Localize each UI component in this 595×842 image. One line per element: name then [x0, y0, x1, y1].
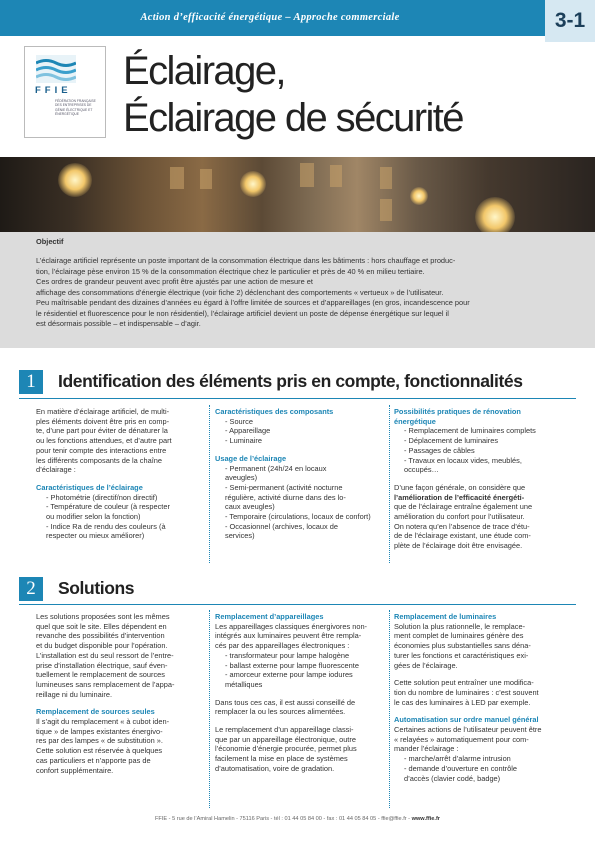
- list-item: - amorceur externe pour lampe iodures: [225, 670, 353, 680]
- list-item: - Semi-permanent (activité nocturne: [225, 482, 343, 492]
- text-line: l’économie d’énergie procurée, permet plus: [215, 744, 357, 754]
- text-line: et du budget disponible pour l’opération.: [36, 641, 168, 651]
- text-line: ples éléments doivent être pris en comp-: [36, 416, 170, 426]
- text-line: d’automatisation, voire de gradation.: [215, 763, 335, 773]
- text-line: facilement la mise en place de systèmes: [215, 754, 348, 764]
- list-item: métalliques: [225, 679, 263, 689]
- section-1-column-1: [36, 407, 200, 541]
- text-line: de de l’éclairage existant, une étude com-: [394, 531, 531, 541]
- section-1-column-2: [215, 407, 381, 541]
- hero-photo: [0, 157, 595, 232]
- subheading: Usage de l’éclairage: [215, 453, 287, 463]
- text-line: quel que soit le site. Elles dépendent en: [36, 621, 167, 631]
- objective-line: Ces ordres de grandeur peuvent avec profit être ajustés par une action de mesure et: [36, 277, 313, 286]
- list-item: - demande d’ouverture en contrôle: [404, 763, 517, 773]
- text-line: d’éclairage :: [36, 465, 76, 475]
- text-line: tion du nombre de luminaires : c’est souvent: [394, 687, 539, 697]
- text-line: te, d’une part pour éviter de dénaturer la: [36, 426, 168, 436]
- column-divider: [389, 405, 391, 563]
- list-item: - Déplacement de luminaires: [404, 436, 499, 446]
- text-line: les différents composants de la chaîne: [36, 455, 162, 465]
- header-bar-text: Action d’efficacité énergétique – Approche commerciale: [140, 12, 400, 23]
- section-1-rule: [19, 398, 576, 399]
- text-line: plète de l’éclairage doit être envisagée.: [394, 541, 523, 551]
- list-item: - marche/arrêt d’alarme intrusion: [404, 754, 511, 764]
- list-item: occupés…: [404, 465, 439, 475]
- list-item: ou modifier selon la fonction): [46, 512, 141, 522]
- text-line: ment complet de luminaires génère des: [394, 631, 524, 641]
- subheading: Possibilités pratiques de rénovation: [394, 407, 521, 416]
- text-line: D’une façon générale, on considère que: [394, 482, 526, 492]
- page-footer: [0, 816, 595, 822]
- objective-line: le résidentiel et fluorescence pour le non résidentiel), l’éclairage artificiel devient un poste de dépense énergétique sur lequel il: [36, 308, 449, 318]
- text-line: Cette solution peut entraîner une modifica-: [394, 678, 534, 688]
- text-line: turer les fonctions et caractéristiques exi-: [394, 650, 529, 660]
- objective-heading: Objectif: [36, 237, 64, 246]
- subheading: énergétique: [394, 416, 436, 426]
- list-item: d’accès (clavier codé, badge): [404, 773, 501, 783]
- subheading: Remplacement d’appareillages: [215, 612, 324, 621]
- section-2-title: Solutions: [58, 578, 135, 598]
- text-line: économies plus substantielles sans déna-: [394, 641, 531, 651]
- text-line: Solution la plus rationnelle, le remplace-: [394, 621, 526, 631]
- text-line: Il s’agit du remplacement « à cubot iden-: [36, 717, 170, 727]
- header-bar: [0, 0, 595, 36]
- text-line: cas particuliers et n’apporte pas de: [36, 755, 151, 765]
- footer-website-link[interactable]: www.ffie.fr: [411, 816, 440, 822]
- text-line: lumineuses sans remplacement de l’appa-: [36, 679, 175, 689]
- list-item: - Permanent (24h/24 en locaux: [225, 463, 327, 473]
- column-divider: [389, 610, 391, 808]
- list-item: - Occasionnel (archives, locaux de: [225, 521, 338, 531]
- text-line: gées de l’éclairage.: [394, 660, 458, 670]
- section-2-number: 2: [19, 577, 43, 601]
- page-title: [123, 48, 463, 142]
- text-line: ou les fonctions attendues, et d’autre part: [36, 436, 172, 446]
- list-item: - Remplacement de luminaires complets: [404, 426, 536, 436]
- text-line: prise d’installation électrique, sauf éven-: [36, 660, 168, 670]
- logo-subtitle: FÉDÉRATION FRANÇAISE DES ENTREPRISES DE GÉNIE ÉLECTRIQUE ET ÉNERGÉTIQUE: [55, 99, 96, 117]
- text-line: tuellement le remplacement de sources: [36, 670, 165, 680]
- list-item: respecter ou mieux améliorer): [46, 531, 145, 541]
- text-line: que par un appareillage électronique, outre: [215, 734, 356, 744]
- list-item: - ballast externe pour lampe fluorescente: [225, 660, 359, 670]
- sheet-number-badge: 3-1: [545, 0, 595, 42]
- objective-line: Peu maîtrisable pendant des dizaines d’années eu égard à l’offre limitée de sources et d’appareillages (en gros, incandescence pour: [36, 298, 470, 307]
- title-line-2: Éclairage de sécurité: [123, 96, 463, 140]
- subheading: Remplacement de luminaires: [394, 612, 497, 621]
- text-line: intégrés aux luminaires peuvent être rempla-: [215, 631, 362, 641]
- ffie-logo: [24, 46, 106, 138]
- text-line: mander l’éclairage :: [394, 744, 459, 754]
- text-line: le cas des luminaires à LED par exemple.: [394, 697, 531, 707]
- logo-waves-icon: [36, 55, 76, 83]
- subheading: Remplacement de sources seules: [36, 707, 155, 717]
- text-line: l’amélioration de l’efficacité énergéti-: [394, 492, 525, 502]
- text-line: Cette solution est réservée à quelques: [36, 746, 163, 756]
- logo-name: FFIE: [35, 85, 72, 96]
- column-divider: [209, 610, 211, 808]
- text-line: res par des lampes « de substitution ».: [36, 736, 163, 746]
- text-line: amélioration du confort pour l’utilisateur.: [394, 512, 525, 522]
- section-1-title: Identification des éléments pris en compte, fonctionnalités: [58, 371, 523, 391]
- section-1-number: 1: [19, 370, 43, 394]
- list-item: caux aveugles): [225, 502, 275, 512]
- objective-line: L’éclairage artificiel représente un poste important de la consommation électrique dans les bâtiments : hors chauffage et produc-: [36, 256, 456, 265]
- text-line: Certaines actions de l’utilisateur peuvent être: [394, 725, 542, 735]
- text-line: « relayées » automatiquement pour com-: [394, 734, 529, 744]
- text-line: En matière d’éclairage artificiel, de multi-: [36, 407, 170, 416]
- text-line: cés par des appareillages électroniques :: [215, 641, 350, 651]
- text-line: remplacer la ou les sources alimentées.: [215, 707, 346, 717]
- subheading: Automatisation sur ordre manuel général: [394, 715, 539, 725]
- objective-line: tion, l’éclairage pèse environ 15 % de la consommation électrique chez le particulier et près de 40 % en milieu tertiaire.: [36, 266, 425, 276]
- text-line: Les solutions proposées sont les mêmes: [36, 612, 170, 621]
- footer-contact: FFIE - 5 rue de l’Amiral Hamelin - 75116 Paris - tél : 01 44 05 84 00 - fax : 01 44 05 84 05 - ffie@ffie.fr -: [155, 816, 412, 822]
- section-2-column-1: [36, 612, 200, 775]
- list-item: services): [225, 531, 255, 541]
- text-line: revanche des possibilités d’intervention: [36, 631, 165, 641]
- list-item: - Luminaire: [225, 436, 262, 446]
- objective-line: est désormais possible – et indispensable – d’agir.: [36, 319, 201, 328]
- list-item: - Travaux en locaux vides, meublés,: [404, 455, 522, 465]
- section-2-rule: [19, 604, 576, 605]
- list-item: - Photométrie (directif/non directif): [46, 492, 158, 502]
- subheading: Caractéristiques des composants: [215, 407, 334, 416]
- column-divider: [209, 405, 211, 563]
- section-1-column-3: [394, 407, 560, 551]
- objective-line: affichage des consommations d’énergie électrique (voir fiche 2) déclenchant des comportements « vertueux » de l’utilisateur.: [36, 287, 444, 297]
- list-item: - Passages de câbles: [404, 445, 475, 455]
- list-item: - Source: [225, 416, 253, 426]
- text-line: que de l’éclairage entraîne également une: [394, 502, 533, 512]
- list-item: - Indice Ra de rendu des couleurs (à: [46, 521, 166, 531]
- list-item: - Appareillage: [225, 426, 271, 436]
- title-line-1: Éclairage,: [123, 49, 285, 93]
- text-line: Les appareillages classiques énergivores non-: [215, 621, 368, 631]
- text-line: Dans tous ces cas, il est aussi conseillé de: [215, 697, 356, 707]
- text-line: reillage ni du luminaire.: [36, 689, 112, 699]
- text-line: Le remplacement d’un appareillage classi-: [215, 725, 354, 735]
- list-item: régulière, activité diurne dans des lo-: [225, 492, 346, 502]
- text-line: tique » de lampes existantes énergivo-: [36, 726, 163, 736]
- text-line: confort supplémentaire.: [36, 765, 114, 775]
- section-2-column-3: [394, 612, 560, 783]
- list-item: - Temporaire (circulations, locaux de confort): [225, 512, 371, 522]
- section-2-column-2: [215, 612, 381, 774]
- text-line: pour tenir compte des interactions entre: [36, 445, 167, 455]
- objective-text: [36, 256, 556, 330]
- subheading: Caractéristiques de l’éclairage: [36, 482, 143, 492]
- list-item: - Température de couleur (à respecter: [46, 502, 170, 512]
- text-line: On notera qu’en l’absence de trace d’étu-: [394, 521, 530, 531]
- text-line: L’installation est du seul ressort de l’entre-: [36, 650, 174, 660]
- list-item: aveugles): [225, 473, 258, 483]
- list-item: - transformateur pour lampe halogène: [225, 650, 350, 660]
